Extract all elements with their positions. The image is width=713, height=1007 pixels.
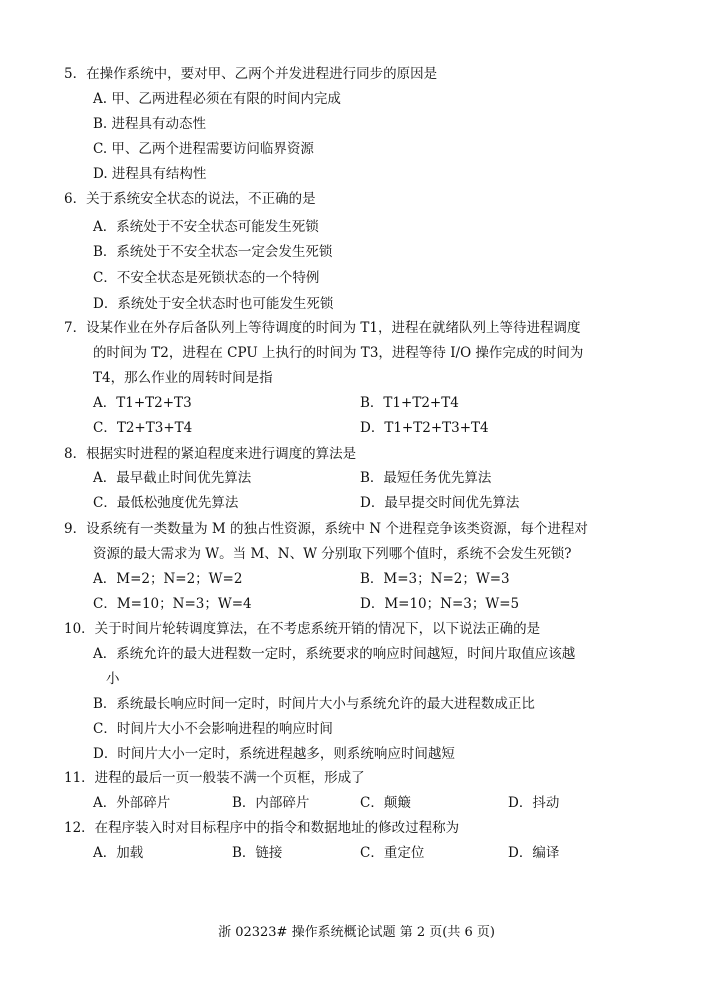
question-7-option-d: D．T1+T2+T3+T4 — [360, 420, 489, 436]
question-10-option-a: A．系统允许的最大进程数一定时，系统要求的响应时间越短，时间片取值应该越 — [93, 646, 576, 662]
question-12-option-c: C．重定位 — [360, 845, 425, 861]
question-5-stem: 5．在操作系统中，要对甲、乙两个并发进程进行同步的原因是 — [64, 66, 438, 82]
question-7-option-c: C．T2+T3+T4 — [93, 420, 193, 436]
question-9-option-d: D．M=10；N=3；W=5 — [360, 596, 520, 612]
question-11-option-d: D．抖动 — [508, 795, 560, 811]
question-5-option-c: C. 甲、乙两个进程需要访问临界资源 — [93, 141, 314, 157]
question-12-option-d: D．编译 — [508, 845, 560, 861]
question-9-option-b: B．M=3；N=2；W=3 — [360, 571, 510, 587]
page-footer: 浙 02323# 操作系统概论试题 第 2 页(共 6 页) — [218, 925, 495, 940]
question-10-option-b: B．系统最长响应时间一定时，时间片大小与系统允许的最大进程数成正比 — [93, 696, 535, 712]
question-10-stem: 10．关于时间片轮转调度算法，在不考虑系统开销的情况下，以下说法正确的是 — [64, 621, 541, 637]
question-11-option-c: C．颠簸 — [360, 795, 411, 811]
question-7-stem-line-1: 7．设某作业在外存后备队列上等待调度的时间为 T1，进程在就绪队列上等待进程调度 — [64, 320, 581, 336]
question-5-option-a: A. 甲、乙两进程必须在有限的时间内完成 — [93, 91, 341, 107]
question-6-option-d: D．系统处于安全状态时也可能发生死锁 — [93, 296, 334, 312]
question-10-option-a-continued: 小 — [106, 671, 120, 687]
question-8-option-b: B．最短任务优先算法 — [360, 470, 492, 486]
question-10-option-d: D．时间片大小一定时，系统进程越多，则系统响应时间越短 — [93, 746, 455, 762]
question-5-option-b: B. 进程具有动态性 — [93, 116, 207, 132]
question-11-option-b: B．内部碎片 — [232, 795, 310, 811]
question-10-option-c: C．时间片大小不会影响进程的响应时间 — [93, 721, 333, 737]
question-11-stem: 11．进程的最后一页一般装不满一个页框，形成了 — [64, 770, 365, 786]
question-9-stem-line-1: 9．设系统有一类数量为 M 的独占性资源，系统中 N 个进程竞争该类资源，每个进程对 — [64, 521, 588, 537]
question-7-option-a: A．T1+T2+T3 — [93, 395, 192, 411]
question-6-option-c: C．不安全状态是死锁状态的一个特例 — [93, 270, 320, 286]
question-6-option-b: B．系统处于不安全状态一定会发生死锁 — [93, 244, 333, 260]
question-11-option-a: A．外部碎片 — [93, 795, 171, 811]
question-8-option-c: C．最低松弛度优先算法 — [93, 495, 239, 511]
question-8-option-a: A．最早截止时间优先算法 — [93, 470, 252, 486]
question-9-option-a: A．M=2；N=2；W=2 — [93, 571, 243, 587]
question-7-stem-line-3: T4，那么作业的周转时间是指 — [93, 370, 273, 386]
question-6-stem: 6．关于系统安全状态的说法，不正确的是 — [64, 191, 316, 207]
question-9-stem-line-2: 资源的最大需求为 W。当 M、N、W 分别取下列哪个值时，系统不会发生死锁? — [93, 546, 572, 562]
question-12-stem: 12．在程序装入时对目标程序中的指令和数据地址的修改过程称为 — [64, 820, 460, 836]
question-5-option-d: D. 进程具有结构性 — [93, 166, 207, 182]
question-9-option-c: C．M=10；N=3；W=4 — [93, 596, 252, 612]
question-7-stem-line-2: 的时间为 T2，进程在 CPU 上执行的时间为 T3，进程等待 I/O 操作完成的时间为 — [93, 345, 584, 361]
question-8-option-d: D．最早提交时间优先算法 — [360, 495, 520, 511]
question-6-option-a: A．系统处于不安全状态可能发生死锁 — [93, 219, 319, 235]
question-8-stem: 8．根据实时进程的紧迫程度来进行调度的算法是 — [64, 446, 357, 462]
question-12-option-a: A．加载 — [93, 845, 144, 861]
question-12-option-b: B．链接 — [232, 845, 283, 861]
question-7-option-b: B．T1+T2+T4 — [360, 395, 459, 411]
